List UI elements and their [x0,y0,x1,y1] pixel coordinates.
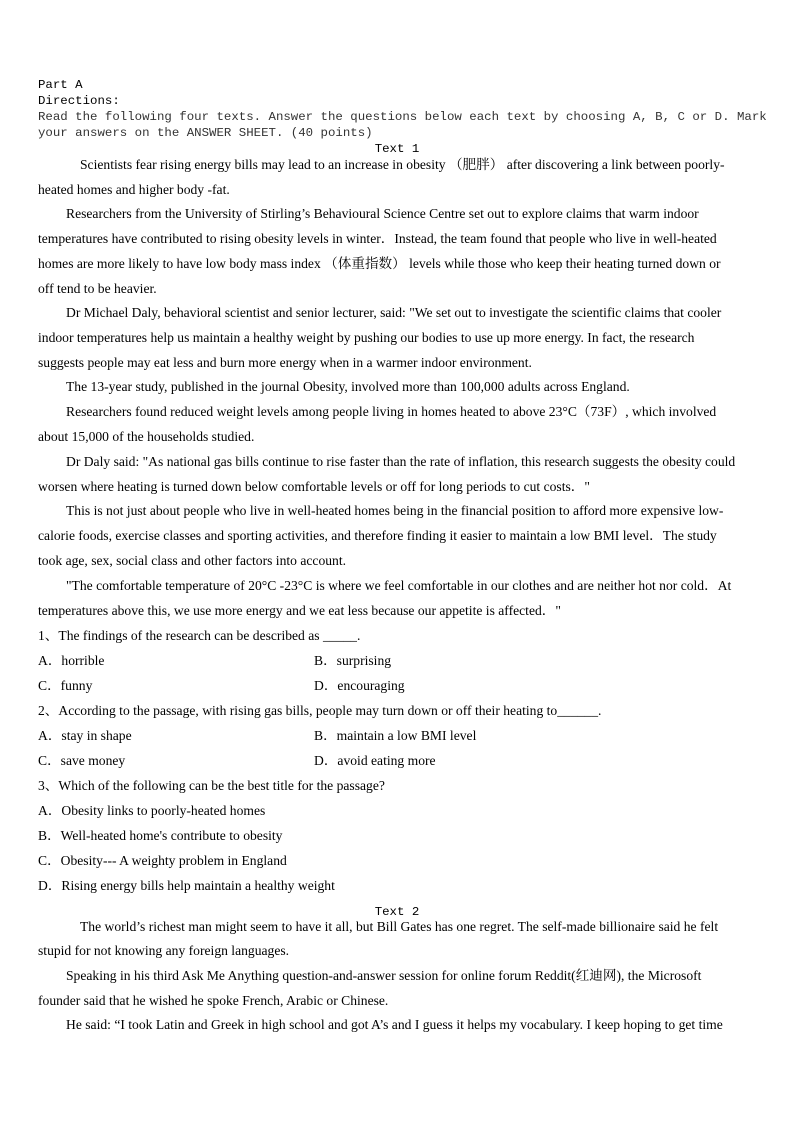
instructions-line: Read the following four texts. Answer the questions below each text by choosing A, B, C or D. Mark [38,110,767,124]
text-line: off tend to be heavier. [38,281,157,296]
text-line: Speaking in his third Ask Me Anything question-and-answer session for online forum Reddit(红迪网), the Microsoft [66,968,702,983]
option-b: B．surprising [314,653,392,668]
option-d: D．encouraging [314,678,405,693]
option-a: A．Obesity links to poorly-heated homes [38,803,266,818]
text-line: stupid for not knowing any foreign languages. [38,943,290,958]
option-c: C．funny [38,678,93,693]
text-line: heated homes and higher body -fat. [38,182,230,197]
text-line: Scientists fear rising energy bills may lead to an increase in obesity （肥胖） after discovering a link between poorly- [80,157,725,172]
text-line: temperatures have contributed to rising obesity levels in winter．Instead, the team found that people who live in well-heated [38,231,717,246]
text-line: Researchers from the University of Stirling’s Behavioural Science Centre set out to explore claims that warm indoor [66,206,699,221]
text-line: This is not just about people who live in well-heated homes being in the financial position to afford more expensive low- [66,503,724,518]
text-line: took age, sex, social class and other factors into account. [38,553,347,568]
text1-title: Text 1 [374,142,420,156]
option-d: D．avoid eating more [314,753,436,768]
instructions-line: your answers on the ANSWER SHEET. (40 points) [38,126,373,140]
text-line: The world’s richest man might seem to have it all, but Bill Gates has one regret. The self-made billionaire said he felt [80,919,719,934]
option-a: A．horrible [38,653,105,668]
part-heading: Part A [38,78,83,92]
text-line: The 13-year study, published in the journal Obesity, involved more than 100,000 adults across England. [66,379,630,394]
text-line: founder said that he wished he spoke French, Arabic or Chinese. [38,993,389,1008]
directions-heading: Directions: [38,94,120,108]
option-d: D．Rising energy bills help maintain a healthy weight [38,878,335,893]
text-line: "The comfortable temperature of 20°C -23°C is where we feel comfortable in our clothes and are neither hot nor cold．At [66,578,732,593]
text-line: He said: “I took Latin and Greek in high school and got A’s and I guess it helps my vocabulary. I keep hoping to get time [66,1017,723,1032]
text-line: about 15,000 of the households studied. [38,429,255,444]
option-c: C．Obesity--- A weighty problem in England [38,853,287,868]
text-line: Researchers found reduced weight levels among people living in homes heated to above 23°C（73F）, which involved [66,404,717,419]
text-line: Dr Daly said: "As national gas bills continue to rise faster than the rate of inflation, this research suggests the obesity could [66,454,736,469]
text-line: temperatures above this, we use more energy and we eat less because our appetite is affected．" [38,603,561,618]
question-stem: 2、According to the passage, with rising gas bills, people may turn down or off their heating to______. [38,703,602,718]
text2-title: Text 2 [374,905,420,919]
question-stem: 3、Which of the following can be the best title for the passage? [38,778,385,793]
option-b: B．maintain a low BMI level [314,728,477,743]
option-c: C．save money [38,753,126,768]
question-stem: 1、The findings of the research can be described as _____. [38,628,361,643]
text-line: homes are more likely to have low body mass index （体重指数） levels while those who keep their heating turned down or [38,256,721,271]
option-b: B．Well-heated home's contribute to obesity [38,828,283,843]
text-line: indoor temperatures help us maintain a healthy weight by pushing our bodies to use up more energy. In fact, the research [38,330,695,345]
text-line: suggests people may eat less and burn more energy when in a warmer indoor environment. [38,355,532,370]
text-line: worsen where heating is turned down below comfortable levels or off for long periods to cut costs．" [38,479,590,494]
text-line: calorie foods, exercise classes and sporting activities, and therefore finding it easier to maintain a low BMI level．The study [38,528,717,543]
option-a: A．stay in shape [38,728,132,743]
text-line: Dr Michael Daly, behavioral scientist and senior lecturer, said: "We set out to investigate the scientific claims that cooler [66,305,722,320]
